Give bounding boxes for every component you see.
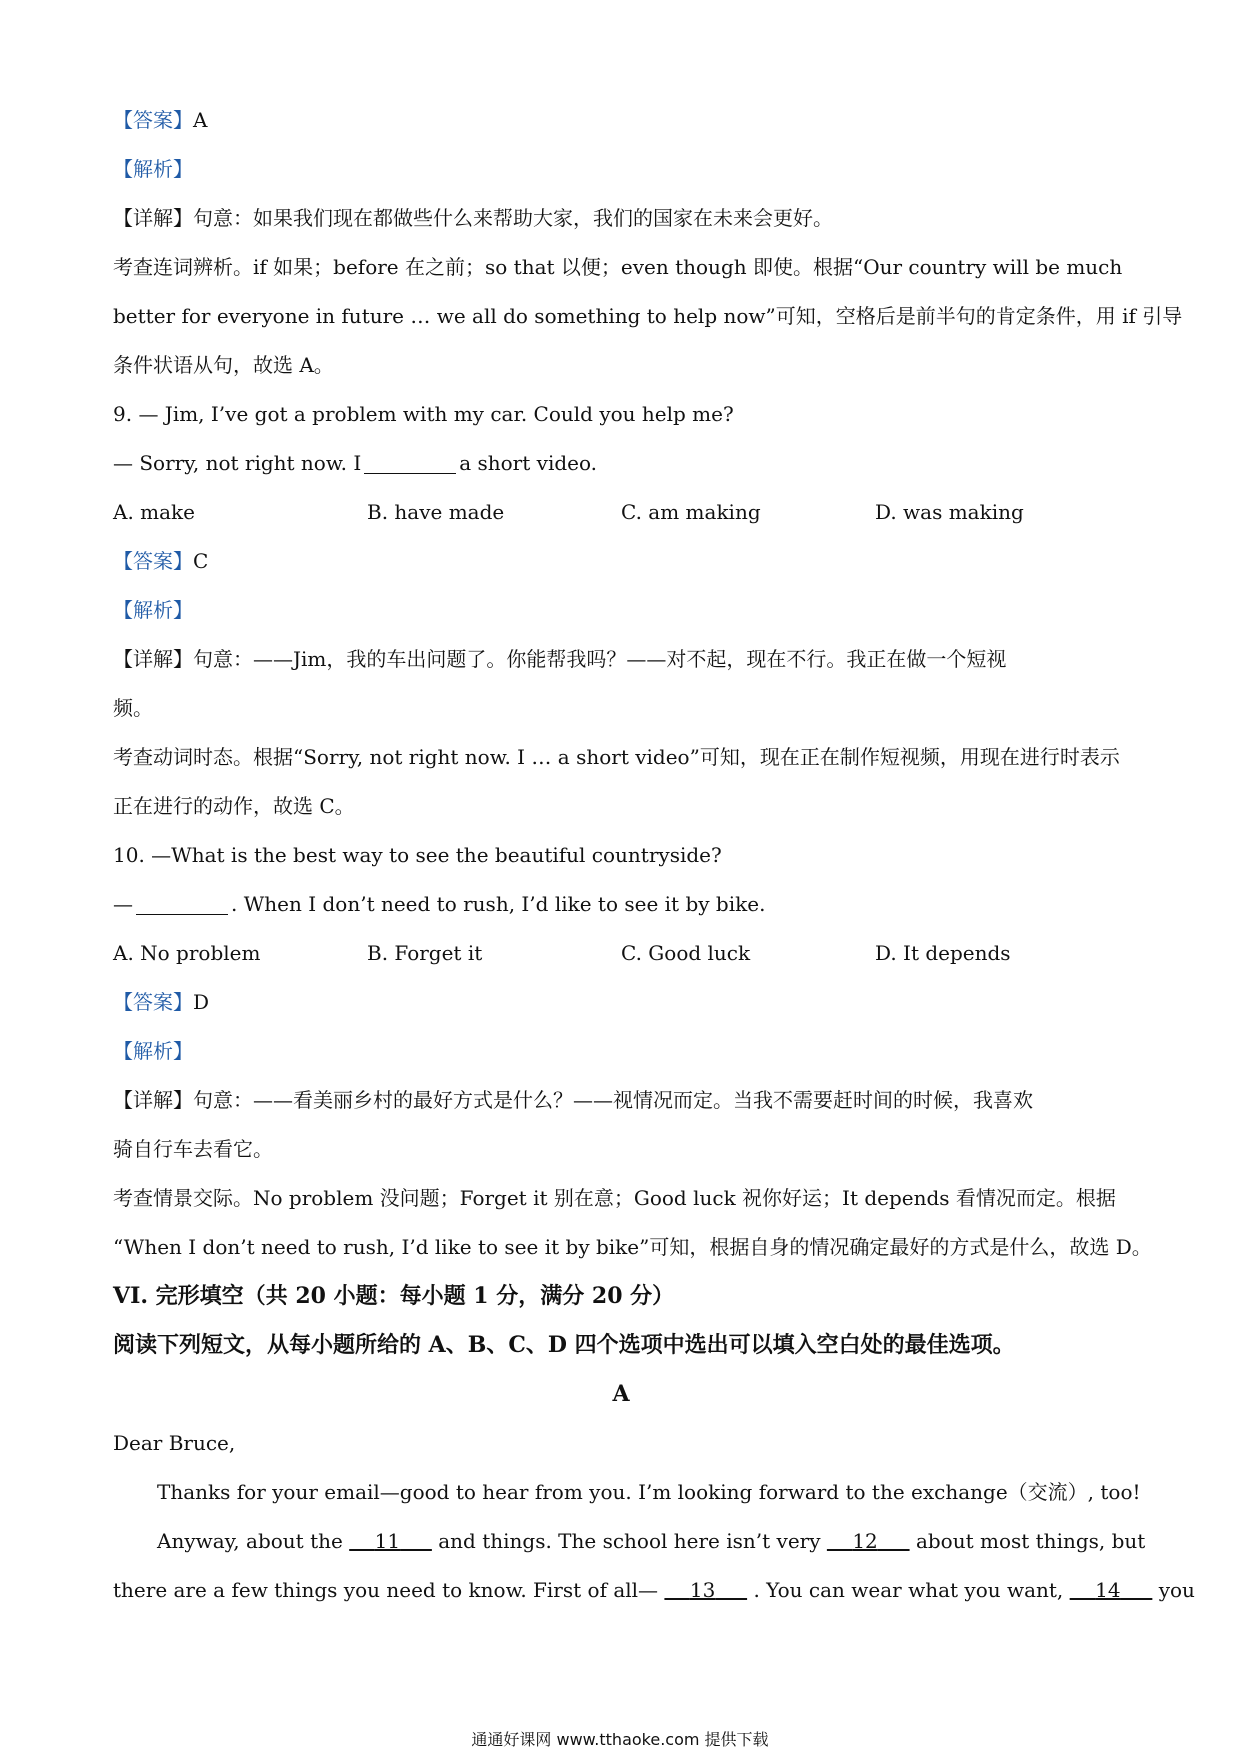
q8-detail-line [113, 194, 1129, 243]
detail-tag: 【详解】 [113, 206, 193, 230]
answer-tag: 【答案】 [113, 549, 193, 573]
q9-option-b: B. have made [367, 500, 505, 524]
letter-paragraph-2: Anyway, about the 11 and things. The school here isn’t very 12 about most things, but [113, 1517, 1129, 1566]
q10-options [113, 929, 1129, 978]
document-page [113, 96, 1195, 1615]
q10-option-d: D. It depends [875, 941, 1011, 965]
q9-stem-2: — Sorry, not right now. I a short video. [113, 451, 598, 475]
q9-detail-line-1: 【详解】句意：——Jim，我的车出问题了。你能帮我吗？——对不起，现在不行。我正在做一个短视 [113, 647, 1007, 671]
blank-11: 11 [374, 1529, 401, 1553]
q10-exp-2: “When I don’t need to rush, I’d like to see it by bike”可知，根据自身的情况确定最好的方式是什么，故选 D。 [113, 1235, 1152, 1259]
q9-exp-2: 正在进行的动作，故选 C。 [113, 794, 355, 818]
q9-analysis-line [113, 586, 1129, 635]
q9-detail-line-2: 频。 [113, 696, 153, 720]
analysis-tag: 【解析】 [113, 157, 193, 181]
q10-answer: D [193, 990, 210, 1014]
q9-stem-1: 9. — Jim, I’ve got a problem with my car. Could you help me? [113, 402, 734, 426]
q10-option-a: A. No problem [113, 941, 261, 965]
analysis-tag: 【解析】 [113, 598, 193, 622]
answer-tag: 【答案】 [113, 108, 193, 132]
q9-exp-1: 考查动词时态。根据“Sorry, not right now. I … a short video”可知，现在正在制作短视频，用现在进行时表示 [113, 745, 1120, 769]
q10-exp-1: 考查情景交际。No problem 没问题；Forget it 别在意；Good luck 祝你好运；It depends 看情况而定。根据 [113, 1186, 1116, 1210]
passage-label: A [612, 1381, 630, 1407]
q10-analysis-line [113, 1027, 1129, 1076]
blank-12: 12 [852, 1529, 878, 1553]
q9-option-c: C. am making [621, 500, 761, 524]
q10-option-b: B. Forget it [367, 941, 483, 965]
section-instruction: 阅读下列短文，从每小题所给的 A、B、C、D 四个选项中选出可以填入空白处的最佳选项。 [113, 1332, 1015, 1358]
analysis-tag: 【解析】 [113, 1039, 193, 1063]
q10-detail-line-1: 【详解】句意：——看美丽乡村的最好方式是什么？——视情况而定。当我不需要赶时间的时候，我喜欢 [113, 1088, 1033, 1112]
blank-14: 14 [1095, 1578, 1121, 1602]
blank-13: 13 [689, 1578, 716, 1602]
q8-answer: A [193, 108, 208, 132]
q9-blank [364, 472, 456, 474]
letter-paragraph-1: Thanks for your email—good to hear from you. I’m looking forward to the exchange（交流）, too! [157, 1480, 1141, 1504]
q9-answer: C [193, 549, 209, 573]
letter-paragraph-3: there are a few things you need to know. First of all— 13 . You can wear what you want, 14 you [113, 1566, 1129, 1615]
q10-detail-line-2: 骑自行车去看它。 [113, 1137, 273, 1161]
q9-answer-line [113, 537, 1129, 586]
q10-stem-2: — . When I don’t need to rush, I’d like to see it by bike. [113, 892, 766, 916]
q8-exp-3: 条件状语从句，故选 A。 [113, 353, 334, 377]
q10-blank [136, 913, 228, 915]
q8-exp-1: 考查连词辨析。if 如果；before 在之前；so that 以便；even though 即使。根据“Our country will be much [113, 255, 1123, 279]
q9-options [113, 488, 1129, 537]
detail-tag: 【详解】 [113, 647, 193, 671]
q9-option-d: D. was making [875, 500, 1024, 524]
q9-option-a: A. make [113, 500, 196, 524]
section-title: VI. 完形填空（共 20 小题：每小题 1 分，满分 20 分） [113, 1283, 675, 1309]
q10-stem-1: 10. —What is the best way to see the beautiful countryside? [113, 843, 722, 867]
q8-analysis-line [113, 145, 1129, 194]
q8-answer-line [113, 96, 1129, 145]
q8-exp-2: better for everyone in future … we all do something to help now”可知，空格后是前半句的肯定条件，用 if 引导 [113, 304, 1183, 328]
q10-answer-line [113, 978, 1129, 1027]
page-footer: 通通好课网 www.tthaoke.com 提供下载 [471, 1730, 769, 1749]
detail-tag: 【详解】 [113, 1088, 193, 1112]
q10-option-c: C. Good luck [621, 941, 751, 965]
answer-tag: 【答案】 [113, 990, 193, 1014]
q8-detail: 句意：如果我们现在都做些什么来帮助大家，我们的国家在未来会更好。 [193, 206, 833, 230]
letter-salutation: Dear Bruce, [113, 1431, 236, 1455]
